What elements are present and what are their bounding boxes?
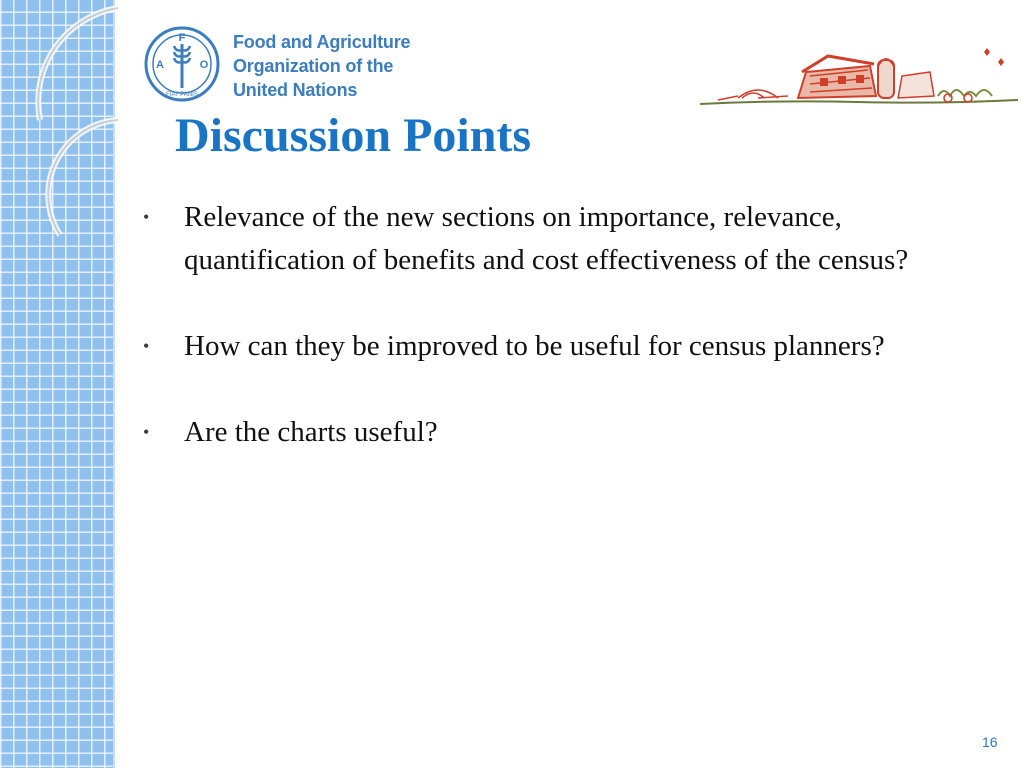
organization-name-line: United Nations	[233, 80, 358, 100]
list-item	[140, 196, 970, 282]
decorative-arcs	[0, 0, 120, 260]
bullet-icon: •	[143, 422, 150, 442]
slide-title: Discussion Points	[175, 109, 532, 162]
organization-name-line: Organization of the	[233, 56, 394, 76]
bullet-icon: •	[143, 207, 150, 227]
logo-letter-o: O	[199, 59, 209, 71]
discussion-points-list	[140, 196, 970, 497]
fao-logo-icon	[143, 24, 221, 104]
logo-motto: FIAT PANIS	[166, 92, 198, 98]
organization-name	[233, 30, 410, 102]
bullet-text: How can they be improved to be useful for census planners?	[184, 330, 885, 362]
bullet-text: Are the charts useful?	[184, 416, 438, 448]
bullet-text: Relevance of the new sections on importance, relevance, quantification of benefits and cost effectiveness of the census?	[184, 201, 909, 276]
bullet-icon: •	[143, 336, 150, 356]
farm-illustration-icon	[698, 42, 1020, 110]
list-item	[140, 411, 970, 454]
page-number: 16	[982, 734, 998, 750]
logo-letter-a: A	[156, 59, 164, 71]
logo-letter-f: F	[178, 32, 186, 44]
list-item	[140, 325, 970, 368]
organization-name-line: Food and Agriculture	[233, 32, 411, 52]
